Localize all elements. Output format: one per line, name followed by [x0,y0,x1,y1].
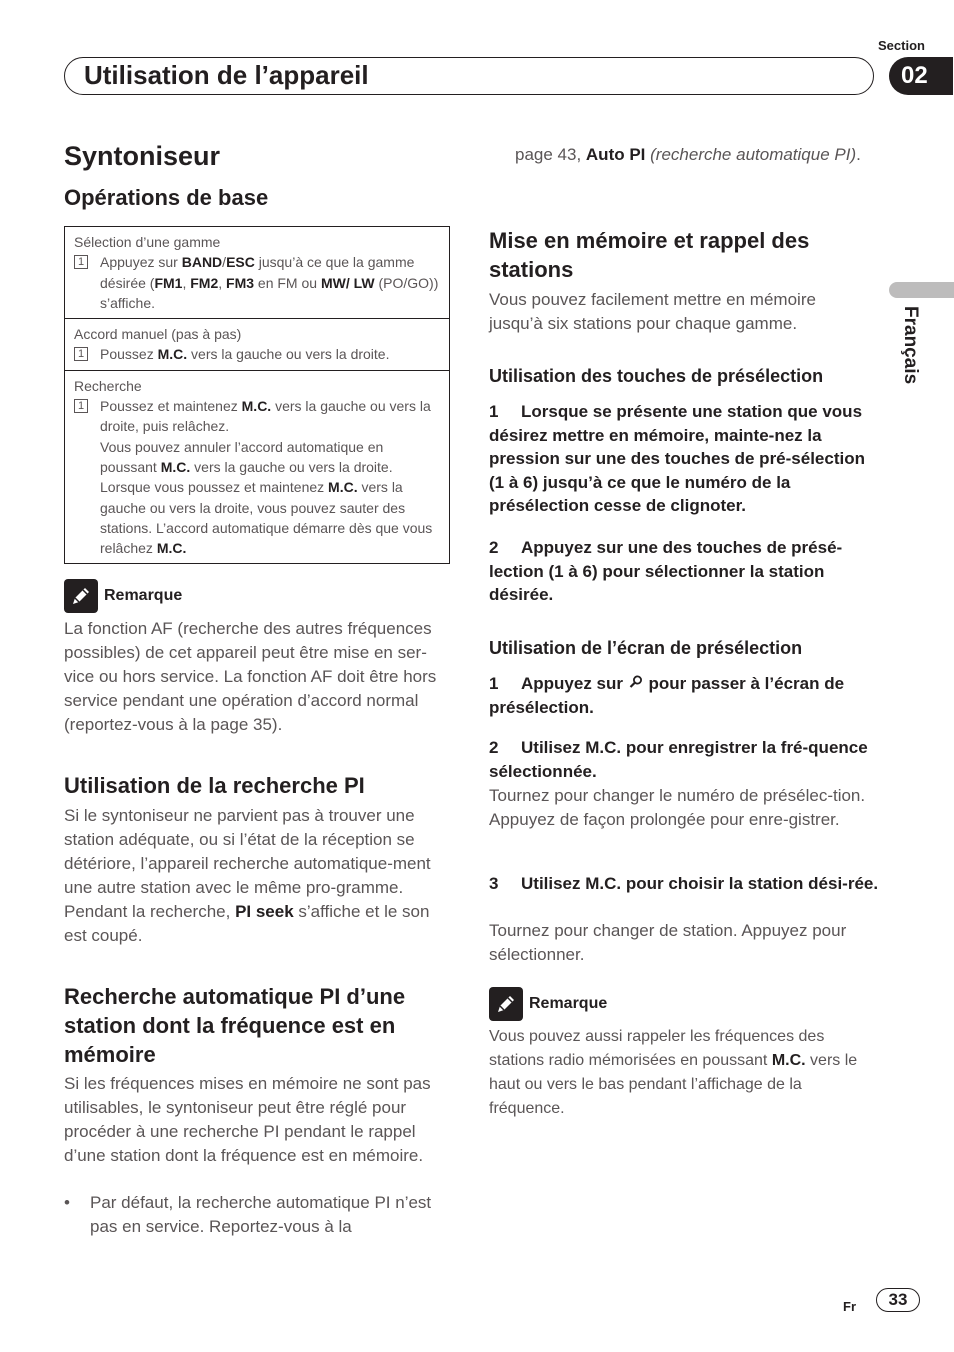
cell-title: Accord manuel (pas à pas) [74,326,242,343]
cell-title: Sélection d’une gamme [74,234,221,250]
table-cell-search [65,371,449,564]
step-number-box: 1 [74,347,88,361]
step-number-box: 1 [74,399,88,413]
language-label: Français [900,306,921,385]
memory-text: Vous pouvez facilement mettre en mémoire jusqu’à six stations pour chaque gamme. [489,290,816,333]
preset-keys-heading: Utilisation des touches de présélection [489,366,824,386]
table-cell-manual [65,319,449,371]
remark-label: Remarque [529,995,608,1012]
remark-text-left: La fonction AF (recherche des autres fréquences possibles) de cet appareil peut être mise en ser-vice ou hors service. La fonction AF doit être hors service pendant une opération d’accord normal (reportez-vous à la page 35). [64,619,437,734]
step-number-box: 1 [74,255,88,269]
cell-text: Poussez et maintenez M.C. vers la gauche ou vers la droite, puis relâchez. Vous pouvez annuler l’accord automatique en poussant M.C. vers la gauche ou vers la droite. Lorsque vous poussez et maintenez M.C. vers la gauche ou vers la droite, vous pouvez sauter des stations. L’accord automatique démarre dès que vous relâchez M.C. [100,398,433,557]
step-2-preset-screen: 2 Utilisez M.C. pour enregistrer la fré-quence sélectionnée. [489,738,868,781]
language-tab [889,282,954,298]
auto-pi-heading: Recherche automatique PI d’une station dont la fréquence est en mémoire [64,984,406,1067]
remark-header-right [489,987,607,1021]
step-1-preset-screen: 1 Appuyez sur pour passer à l’écran de présélection. [489,674,845,718]
page-title: Syntoniseur [64,141,221,171]
remark-label: Remarque [104,587,183,604]
search-icon [628,673,644,697]
header-title: Utilisation de l’appareil [84,60,369,90]
step-3-body: Tournez pour changer de station. Appuyez pour sélectionner. [489,921,847,964]
step-2-body: Tournez pour changer le numéro de présélec-tion. Appuyez de façon prolongée pour enre-gistrer. [489,786,866,829]
remark-pencil-icon [64,579,98,613]
memory-heading: Mise en mémoire et rappel des stations [489,228,810,282]
step-1-preset-keys: 1 Lorsque se présente une station que vous désirez mettre en mémoire, mainte-nez la pression sur une des touches de pré-sélection (1 à 6) jusqu’à ce que le numéro de la présélection cesse de clignoter. [489,402,865,515]
cell-text: Poussez M.C. vers la gauche ou vers la droite. [100,346,390,363]
pi-heading: Utilisation de la recherche PI [64,773,365,798]
pi-text: Si le syntoniseur ne parvient pas à trouver une station adéquate, ou si l’état de la réception se détériore, l’appareil recherche automatique-ment une autre station avec le même pro-gramme. Pendant la recherche, PI seek s’affiche et le son est coupé. [64,806,431,945]
table-cell-selection [65,227,449,319]
footer-language: Fr [843,1299,856,1314]
section-label: Section [878,38,925,53]
preset-screen-heading: Utilisation de l’écran de présélection [489,638,803,658]
section-number: 02 [889,57,953,95]
step-3-preset-screen: 3 Utilisez M.C. pour choisir la station dési-rée. [489,874,879,893]
list-item: • Par défaut, la recherche automatique PI n’est pas en service. Reportez-vous à la [64,1193,432,1236]
ops-heading: Opérations de base [64,185,269,210]
auto-pi-text: Si les fréquences mises en mémoire ne sont pas utilisables, le syntoniseur peut être réglé pour procéder à une recherche PI pendant le rappel d’une station dont la fréquence est en mémoire. [64,1074,431,1165]
page-number: 33 [876,1288,920,1312]
continued-text: page 43, Auto PI (recherche automatique PI). [515,145,861,164]
cell-text: Appuyez sur BAND/ESC jusqu’à ce que la gamme désirée (FM1, FM2, FM3 en FM ou MW/ LW (PO/GO)) s’affiche. [100,254,439,311]
remark-text-right: Vous pouvez aussi rappeler les fréquences des stations radio mémorisées en poussant M.C. vers le haut ou vers le bas pendant l’affichage de la fréquence. [489,1028,858,1117]
cell-title: Recherche [74,377,142,394]
operations-table [64,226,450,564]
step-2-preset-keys: 2 Appuyez sur une des touches de présé-lection (1 à 6) pour sélectionner la station désirée. [489,538,843,604]
remark-pencil-icon [489,987,523,1021]
remark-header-left [64,579,182,613]
